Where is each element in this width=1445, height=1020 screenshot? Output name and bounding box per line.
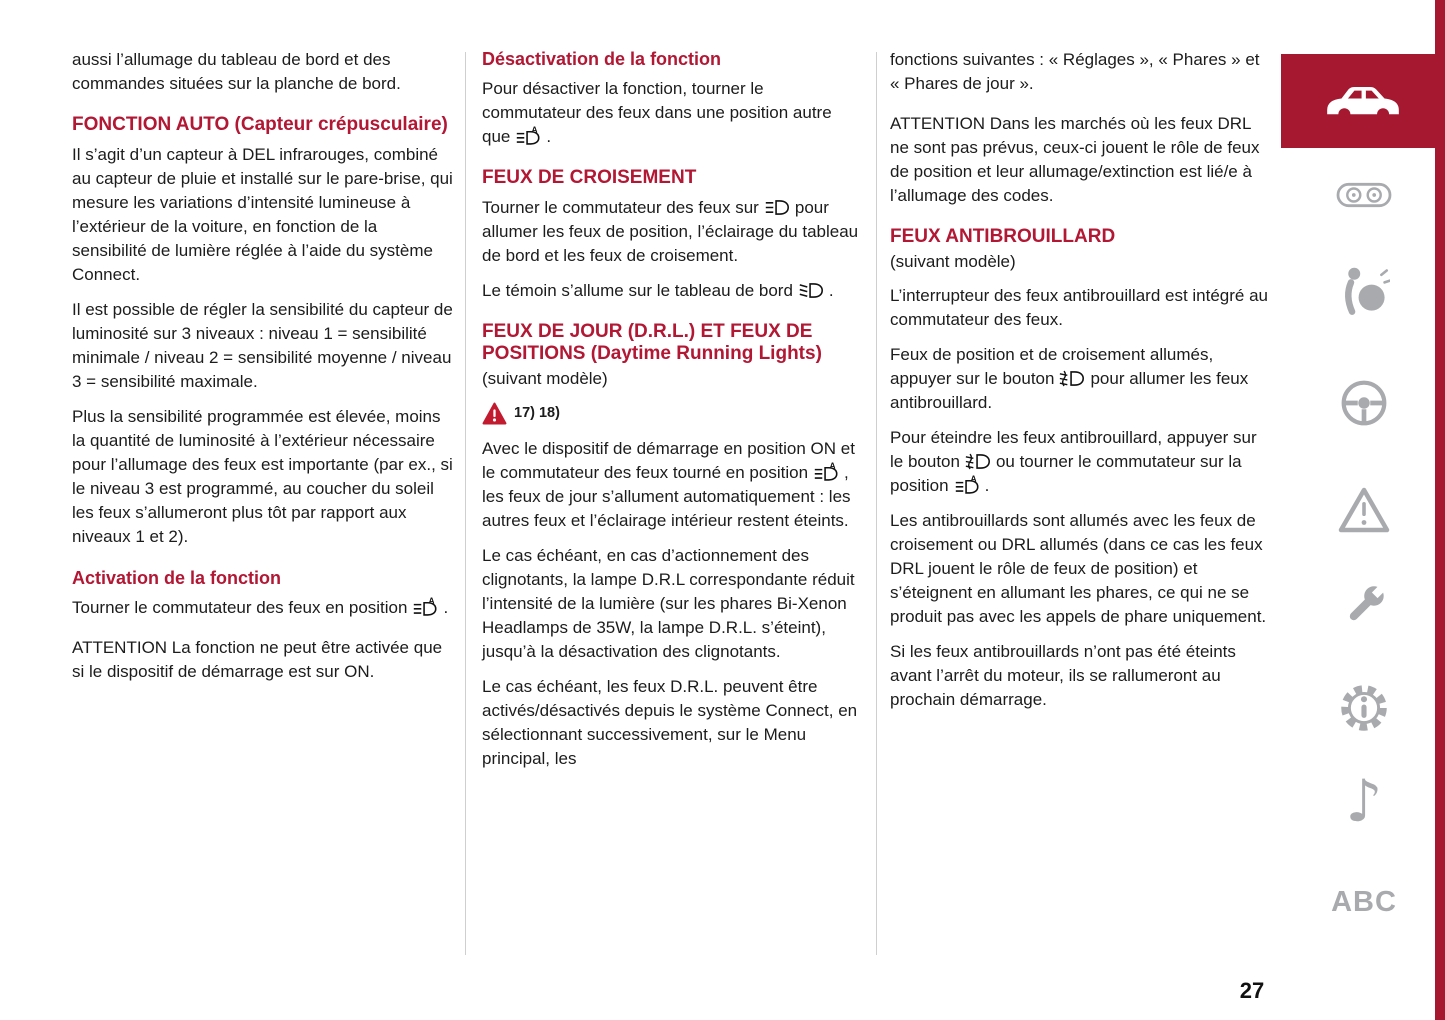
text-segment: .	[443, 598, 449, 617]
sidebar-item-driving[interactable]	[1336, 378, 1392, 433]
auto-headlight-icon	[812, 461, 840, 482]
column-divider	[876, 52, 877, 955]
warning-triangle-icon	[1338, 487, 1390, 538]
text-segment: Tourner le commutateur des feux en position	[72, 598, 408, 617]
sidebar-item-safety[interactable]	[1336, 264, 1392, 321]
paragraph: Le cas échéant, les feux D.R.L. peuvent être activés/désactivés depuis le système Connect, en sélectionnant successivement, sur le Menu principal, les	[482, 677, 858, 768]
info-gear-icon	[1336, 680, 1392, 741]
sidebar-item-emergency[interactable]	[1336, 487, 1392, 538]
paragraph: Si les feux antibrouillards n’ont pas été éteints avant l’arrêt du moteur, ils se rallumeront au prochain démarrage.	[890, 642, 1236, 709]
paragraph	[482, 279, 862, 303]
text-segment: Avec le dispositif de démarrage en position ON et le commutateur des feux tourné en position	[482, 439, 855, 482]
auto-headlight-icon	[411, 596, 439, 617]
sidebar-item-maintenance[interactable]	[1336, 580, 1392, 637]
text-segment: .	[984, 476, 990, 495]
sidebar-item-index[interactable]	[1331, 886, 1397, 919]
index-abc-label: ABC	[1331, 886, 1397, 918]
model-note: (suivant modèle)	[482, 369, 608, 388]
text-segment: pour allumer les feux antibrouillard.	[890, 369, 1249, 412]
text-segment: .	[828, 281, 834, 300]
column-1	[72, 48, 454, 695]
paragraph	[482, 196, 862, 268]
model-note: (suivant modèle)	[890, 252, 1016, 271]
section-heading: FEUX ANTIBROUILLARD	[890, 226, 1116, 247]
paragraph	[482, 437, 862, 533]
paragraph	[890, 343, 1272, 415]
column-2	[482, 48, 862, 782]
sidebar-item-multimedia[interactable]	[1336, 767, 1392, 835]
music-note-icon: ♪	[1345, 767, 1383, 835]
column-divider	[465, 52, 466, 955]
paragraph: aussi l’allumage du tableau de bord et des commandes situées sur la planche de bord.	[72, 50, 401, 93]
subsection-heading: Désactivation de la fonction	[482, 49, 722, 69]
section-heading: FEUX DE JOUR (D.R.L.) ET FEUX DE POSITIONS (Daytime Running Lights)	[482, 321, 822, 364]
low-beam-indicator-icon	[797, 282, 825, 299]
dashboard-icon	[1336, 182, 1392, 213]
paragraph: Les antibrouillards sont allumés avec les feux de croisement ou DRL allumés (dans ce cas les feux DRL jouent le rôle de feux de position) et s’éteignent en allumant les phares, ce qui ne se produit pas avec les appels de phare uniquement.	[890, 511, 1267, 626]
sidebar-item-vehicle-active[interactable]	[1281, 54, 1445, 148]
paragraph	[482, 77, 862, 149]
paragraph: ATTENTION La fonction ne peut être activée que si le dispositif de démarrage est sur ON.	[72, 638, 443, 681]
paragraph: Plus la sensibilité programmée est élevée, moins la quantité de luminosité à l’extérieur nécessaire pour l’allumage des feux est importante (par ex., si le niveau 3 est programmé, au coucher du soleil les feux s’allumeront plus tôt par rapport aux niveaux 1 et 2).	[72, 407, 453, 546]
steering-wheel-icon	[1339, 378, 1389, 433]
section-heading: FEUX DE CROISEMENT	[482, 167, 697, 188]
section-heading: FONCTION AUTO (Capteur crépusculaire)	[72, 114, 448, 135]
paragraph: Il est possible de régler la sensibilité du capteur de luminosité sur 3 niveaux : niveau 1 = sensibilité minimale / niveau 2 = sensibilité moyenne / niveau 3 = sensibilité maximale.	[72, 300, 453, 391]
text-segment: Pour éteindre les feux antibrouillard, appuyer sur le bouton	[890, 428, 1257, 471]
car-icon	[1320, 77, 1406, 125]
auto-headlight-icon	[953, 474, 981, 495]
paragraph: fonctions suivantes : « Réglages », « Phares » et « Phares de jour ».	[890, 50, 1260, 93]
text-segment: Le témoin s’allume sur le tableau de bord	[482, 281, 793, 300]
page-edge-accent	[1435, 0, 1445, 1020]
paragraph: Le cas échéant, en cas d’actionnement des clignotants, la lampe D.R.L correspondante réduit l’intensité de la lumière (sur les phares Bi-Xenon Headlamps de 35W, la lampe D.R.L. s’éteint), jusqu’à la désactivation des clignotants.	[482, 546, 855, 661]
text-segment: Pour désactiver la fonction, tourner le commutateur des feux dans une position autre que	[482, 79, 832, 146]
column-3	[890, 48, 1272, 723]
paragraph: ATTENTION Dans les marchés où les feux DRL ne sont pas prévus, ceux-ci jouent le rôle de feux de position et leur allumage/extinction est lié/e à l’allumage des codes.	[890, 114, 1260, 205]
note-references: 17) 18)	[514, 405, 560, 421]
subsection-heading: Activation de la fonction	[72, 568, 282, 588]
front-fog-light-icon	[964, 453, 992, 470]
headlight-switch-icon	[763, 199, 791, 216]
paragraph: L’interrupteur des feux antibrouillard est intégré au commutateur des feux.	[890, 286, 1269, 329]
warning-triangle-icon	[482, 402, 507, 425]
text-segment: pour allumer les feux de position, l’éclairage du tableau de bord et les feux de croisement.	[482, 198, 859, 265]
wrench-icon	[1338, 580, 1390, 637]
text-segment: .	[546, 127, 552, 146]
text-segment: Tourner le commutateur des feux sur	[482, 198, 759, 217]
text-segment: ou tourner le commutateur sur la position	[890, 452, 1242, 495]
warning-reference-row	[482, 401, 862, 425]
paragraph	[890, 426, 1272, 498]
paragraph: Il s’agit d’un capteur à DEL infrarouges, combiné au capteur de pluie et installé sur le pare-brise, qui mesure les variations d’intensité lumineuse à l’extérieur de la voiture, en fonction de la sensibilité de lumière réglée à l’aide du système Connect.	[72, 145, 453, 284]
sidebar-item-dashboard[interactable]	[1336, 182, 1392, 213]
text-segment: , les feux de jour s’allument automatiquement : les autres feux et l’éclairage intérieur restent éteints.	[482, 463, 851, 530]
auto-headlight-icon	[514, 125, 542, 146]
page-number: 27	[1239, 978, 1265, 1003]
text-segment: Feux de position et de croisement allumés, appuyer sur le bouton	[890, 345, 1214, 388]
sidebar-item-technical-data[interactable]	[1336, 680, 1392, 741]
paragraph	[72, 596, 454, 620]
airbag-icon	[1338, 264, 1390, 321]
front-fog-light-icon	[1058, 370, 1086, 387]
